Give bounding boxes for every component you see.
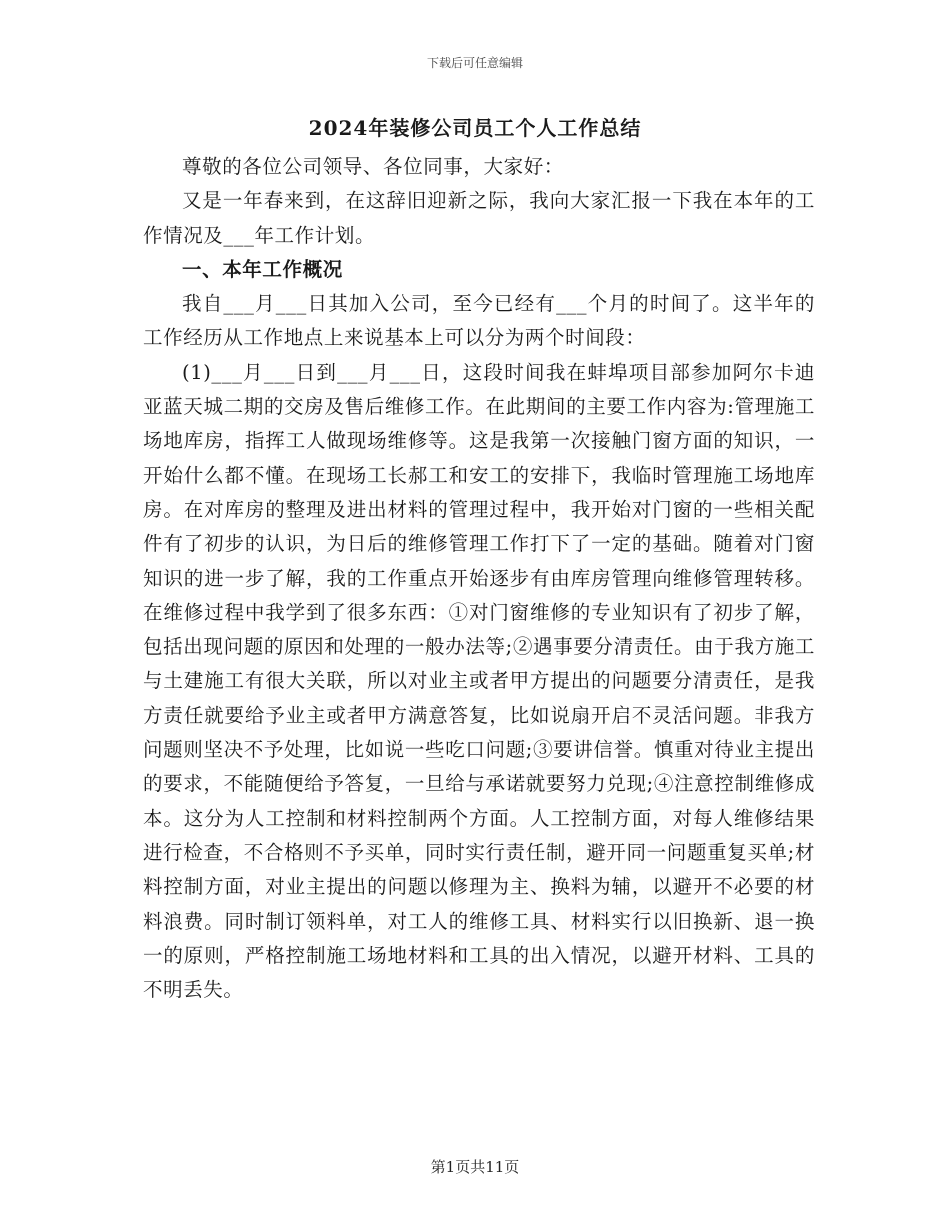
document-body <box>143 150 815 1007</box>
section-heading: 一、本年工作概况 <box>182 257 343 281</box>
page-header-note: 下载后可任意编辑 <box>426 56 523 70</box>
body-paragraph-1: 我自___月___日其加入公司，至今已经有___个月的时间了。这半年的工作经历从工作地点上来说基本上可以分为两个时间段： <box>143 292 815 350</box>
body-paragraph-2: (1)___月___日到___月___日，这段时间我在蚌埠项目部参加阿尔卡迪亚蓝天城二期的交房及售后维修工作。在此期间的主要工作内容为:管理施工场地库房，指挥工人做现场维修等。这是我第一次接触门窗方面的知识，一开始什么都不懂。在现场工长郝工和安工的安排下，我临时管理施工场地库房。在对库房的整理及进出材料的管理过程中，我开始对门窗的一些相关配件有了初步的认识，为日后的维修管理工作打下了一定的基础。随着对门窗知识的进一步了解，我的工作重点开始逐步有由库房管理向维修管理转移。在维修过程中我学到了很多东西：①对门窗维修的专业知识有了初步了解，包括出现问题的原因和处理的一般办法等;②遇事要分清责任。由于我方施工与土建施工有很大关联，所以对业主或者甲方提出的问题要分清责任，是我方责任就要给予业主或者甲方满意答复，比如说扇开启不灵活问题。非我方问题则坚决不予处理，比如说一些吃口问题;③要讲信誉。慎重对待业主提出的要求，不能随便给予答复，一旦给与承诺就要努力兑现;④注意控制维修成本。这分为人工控制和材料控制两个方面。人工控制方面，对每人维修结果进行检查，不合格则不予买单，同时实行责任制，避开同一问题重复买单;材料控制方面，对业主提出的问题以修理为主、换料为辅，以避开不必要的材料浪费。同时制订领料单，对工人的维修工具、材料实行以旧换新、退一换一的原则，严格控制施工场地材料和工具的出入情况，以避开材料、工具的不明丢失。 <box>143 360 815 1002</box>
document-title: 2024年装修公司员工个人工作总结 <box>308 116 642 140</box>
greeting-paragraph: 尊敬的各位公司领导、各位同事，大家好： <box>182 155 564 178</box>
intro-paragraph: 又是一年春来到，在这辞旧迎新之际，我向大家汇报一下我在本年的工作情况及___年工作计划。 <box>143 189 815 247</box>
page-footer: 第1页共11页 <box>430 1158 520 1176</box>
